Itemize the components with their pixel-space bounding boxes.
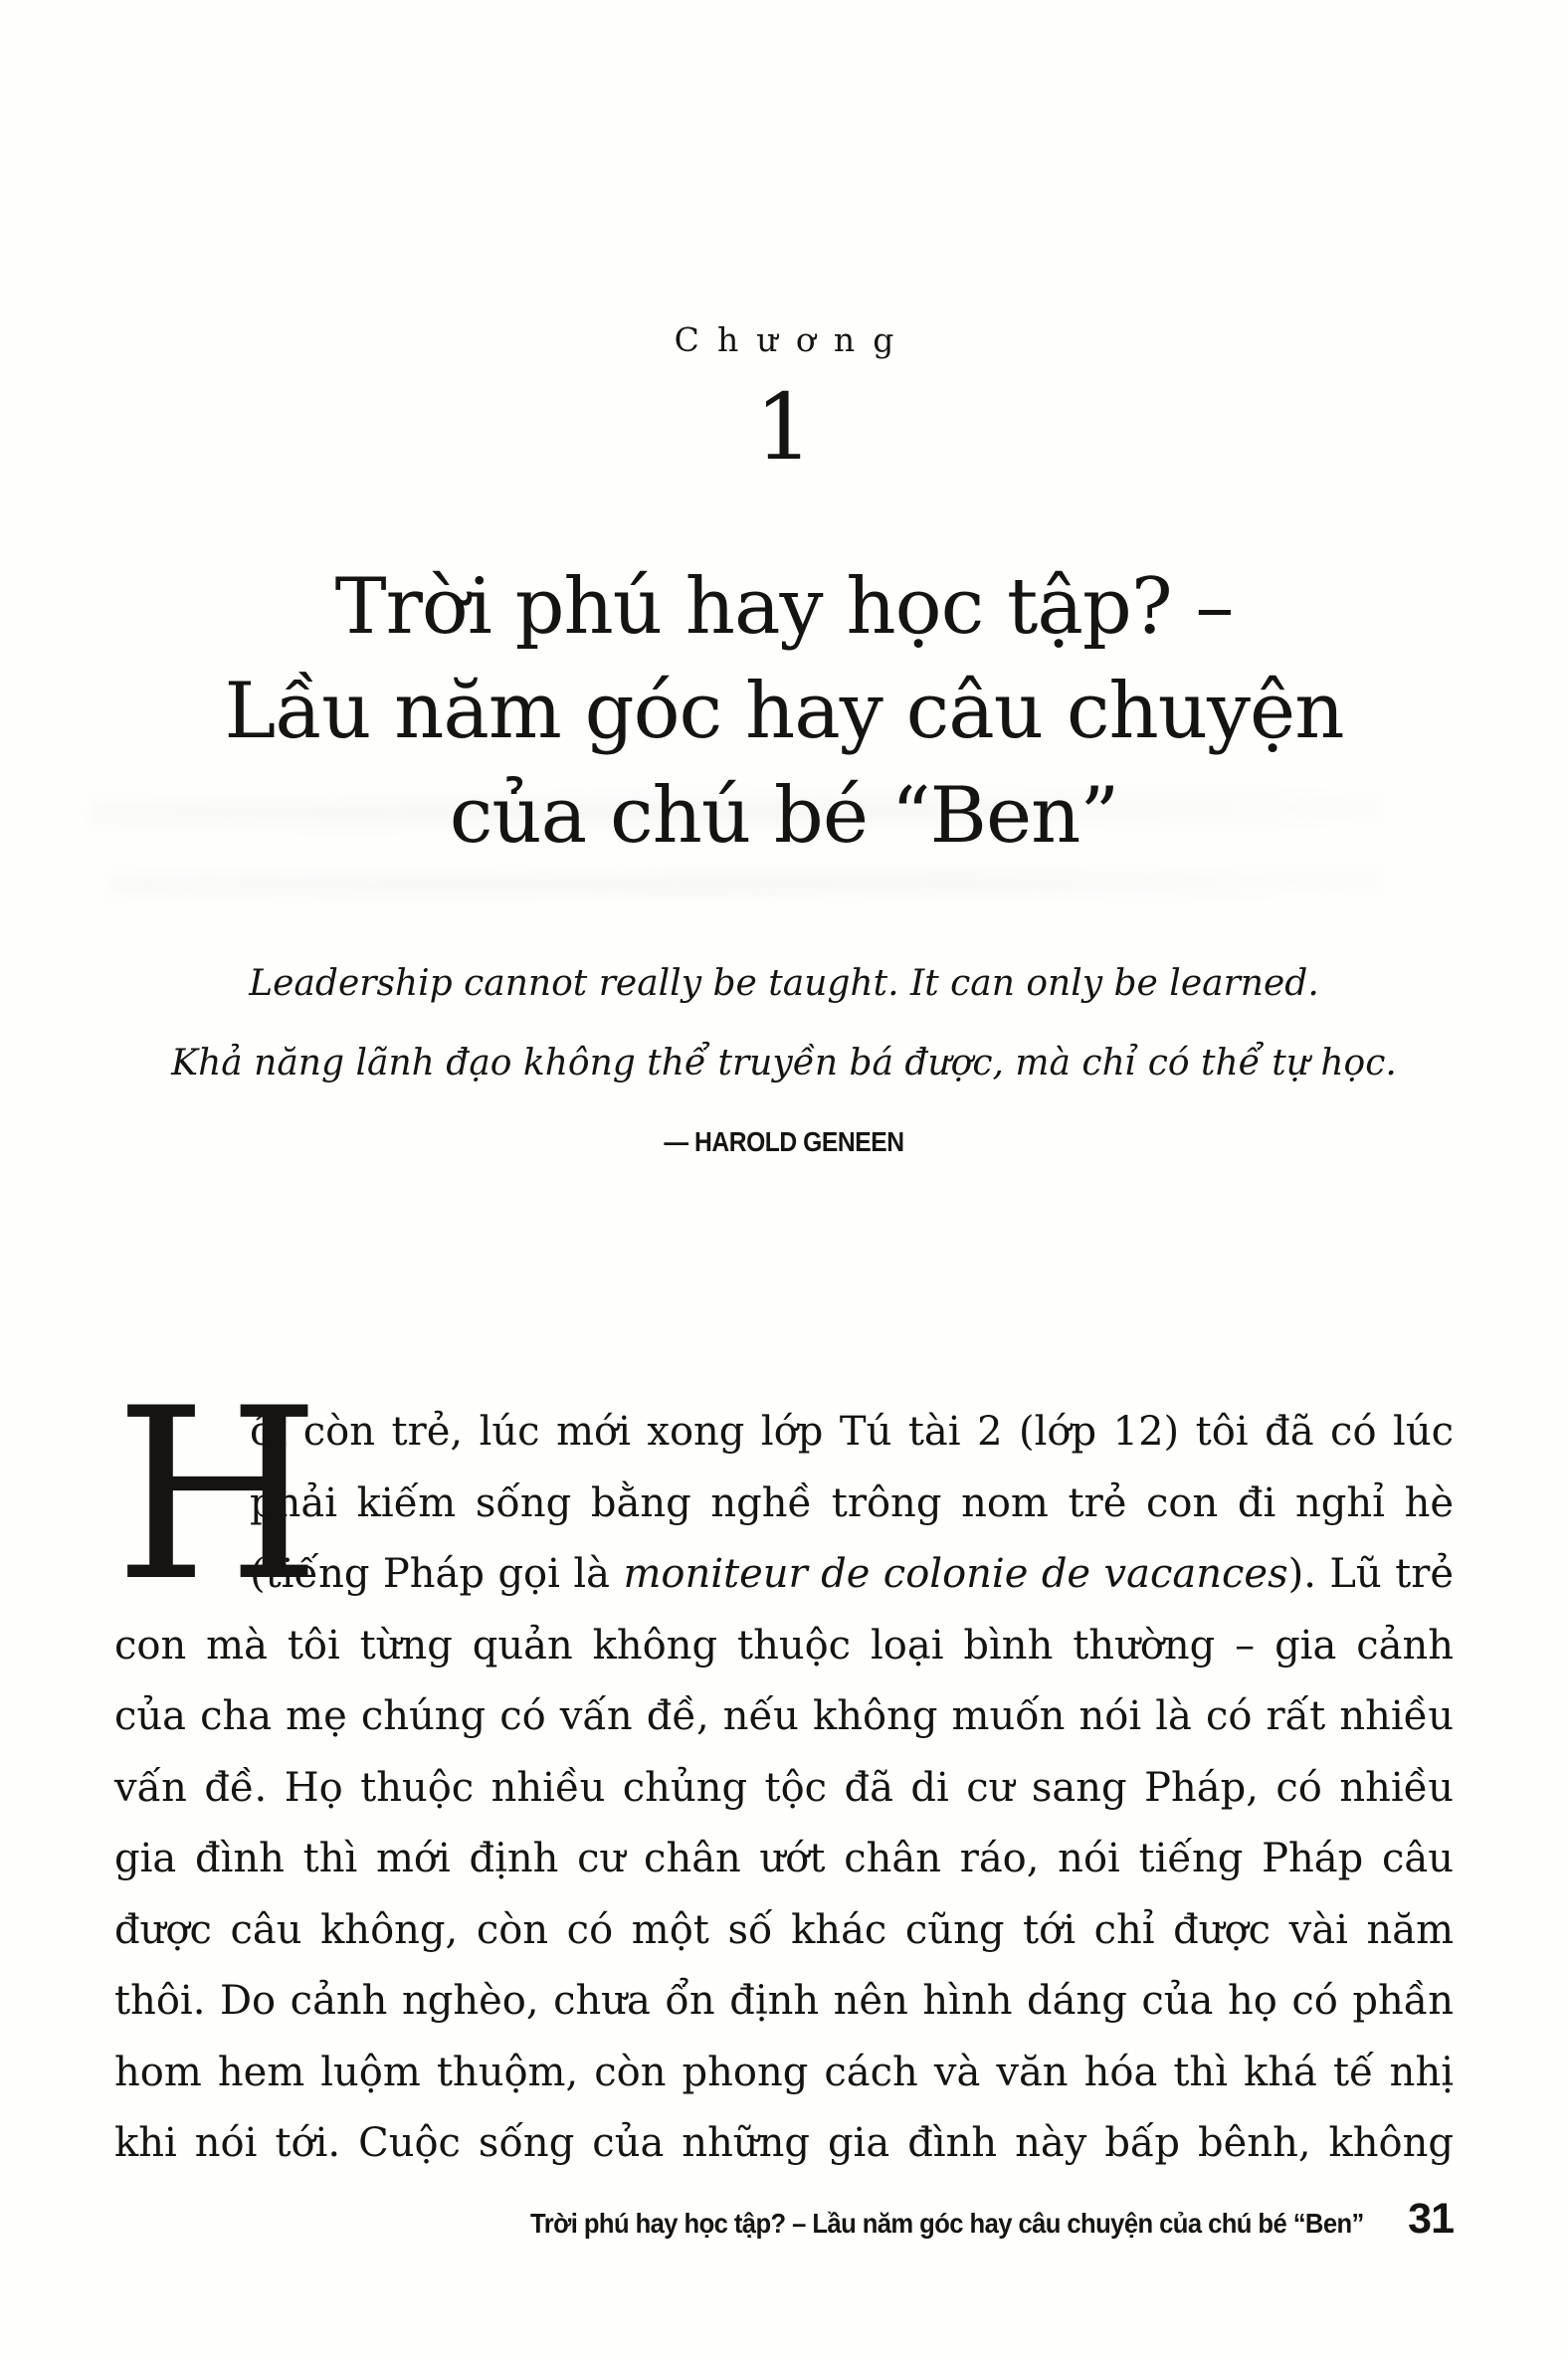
body-line-11: khi nói tới. Cuộc sống của những gia đình này bấp bênh, không bbox=[114, 2120, 1454, 2166]
epigraph-english: Leadership cannot really be taught. It can only be learned. bbox=[249, 963, 1319, 1004]
chapter-title bbox=[80, 555, 1488, 869]
chapter-title-line-2: Lầu năm góc hay câu chuyện bbox=[224, 667, 1344, 756]
chapter-number: 1 bbox=[754, 374, 814, 481]
drop-cap: H bbox=[114, 1358, 321, 1634]
body-line-8: được câu không, còn có một số khác cũng tới chỉ được vài năm bbox=[114, 1906, 1454, 1953]
body-line-4: con mà tôi từng quản không thuộc loại bình thường – gia cảnh bbox=[114, 1622, 1454, 1669]
body-line-3 bbox=[114, 1539, 1454, 1611]
body-line-3-italic-phrase: moniteur de colonie de vacances bbox=[623, 1551, 1288, 1597]
body-line-9: thôi. Do cảnh nghèo, chưa ổn định nên hình dáng của họ có phần bbox=[114, 1978, 1454, 2024]
page-footer bbox=[114, 2195, 1454, 2244]
chapter-title-line-3: của chú bé “Ben” bbox=[449, 771, 1119, 861]
body-line-1: ồi còn trẻ, lúc mới xong lớp Tú tài 2 (lớp 12) tôi đã có lúc bbox=[250, 1409, 1454, 1455]
body-line-6: vấn đề. Họ thuộc nhiều chủng tộc đã di cư sang Pháp, có nhiều bbox=[114, 1764, 1454, 1811]
epigraph-attribution: — HAROLD GENEEN bbox=[664, 1126, 904, 1157]
epigraph-vietnamese: Khả năng lãnh đạo không thể truyền bá được, mà chỉ có thể tự học. bbox=[171, 1043, 1397, 1083]
chapter-title-line-1: Trời phú hay học tập? – bbox=[334, 562, 1234, 652]
body-line-3-post: ). Lũ trẻ bbox=[1287, 1551, 1454, 1597]
body-line-10: hom hem luộm thuộm, còn phong cách và văn hóa thì khá tế nhị bbox=[114, 2049, 1454, 2095]
body-line-2: phải kiếm sống bằng nghề trông nom trẻ con đi nghỉ hè bbox=[250, 1479, 1454, 1526]
scan-artifact bbox=[109, 864, 1383, 907]
chapter-label: Chương bbox=[674, 320, 912, 359]
footer-running-title: Trời phú hay học tập? – Lầu năm góc hay câu chuyện của chú bé “Ben” bbox=[530, 2208, 1365, 2239]
body-line-7: gia đình thì mới định cư chân ướt chân ráo, nói tiếng Pháp câu bbox=[114, 1836, 1454, 1881]
body-line-5: của cha mẹ chúng có vấn đề, nếu không muốn nói là có rất nhiều bbox=[114, 1693, 1454, 1739]
footer-page-number: 31 bbox=[1408, 2195, 1454, 2243]
body-paragraph bbox=[114, 1358, 1454, 2180]
body-line-3-pre: (tiếng Pháp gọi là bbox=[250, 1551, 624, 1597]
